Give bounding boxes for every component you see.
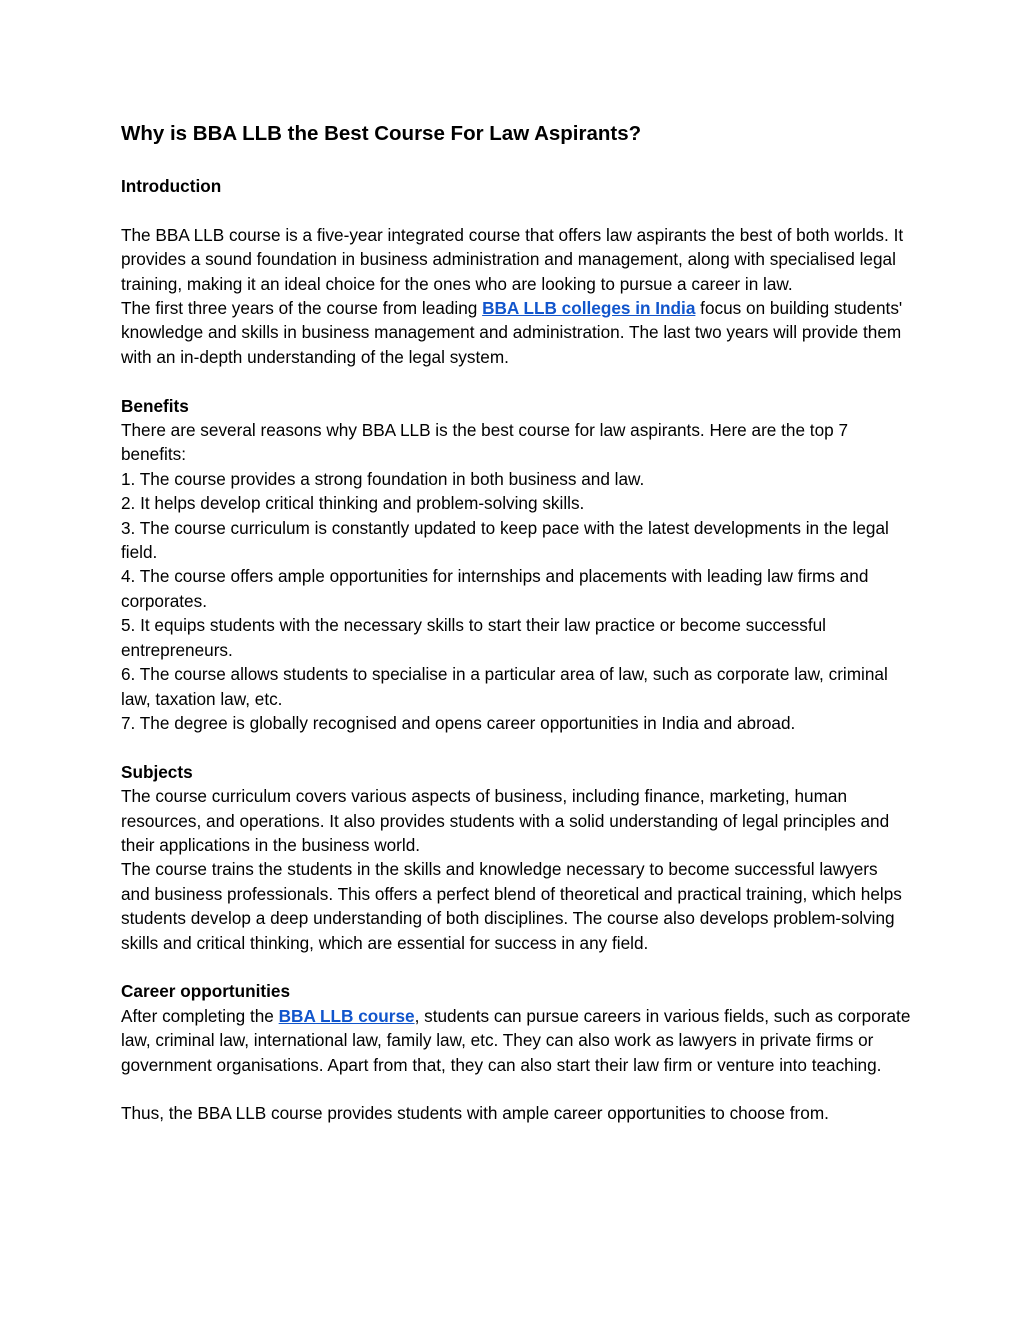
career-heading: Career opportunities [121, 981, 291, 1002]
benefit-item: 7. The degree is globally recognised and opens career opportunities in India and abroad. [121, 712, 796, 733]
conclusion-paragraph: Thus, the BBA LLB course provides students with ample career opportunities to choose from. [121, 1103, 829, 1124]
introduction-paragraph-1: The BBA LLB course is a five-year integrated course that offers law aspirants the best of both worlds. It provides a sound foundation in business administration and management, along with specialised legal training, making it an ideal choice for the ones who are looking to pursue a career in law. [121, 224, 904, 294]
benefit-item: 6. The course allows students to specialise in a particular area of law, such as corporate law, criminal law, taxation law, etc. [121, 664, 888, 709]
benefits-heading: Benefits [121, 395, 189, 416]
benefit-item: 5. It equips students with the necessary skills to start their law practice or become successful entrepreneurs. [121, 615, 826, 660]
benefit-item: 4. The course offers ample opportunities for internships and placements with leading law firms and corporates. [121, 566, 869, 611]
subjects-paragraph-2: The course trains the students in the skills and knowledge necessary to become successful lawyers and business professionals. This offers a perfect blend of theoretical and practical training, which helps students develop a deep understanding of both disciplines. The course also develops problem-solving skills and critical thinking, which are essential for success in any field. [121, 859, 902, 953]
bba-llb-course-link[interactable]: BBA LLB course [278, 1005, 415, 1026]
introduction-text-before-link: The first three years of the course from leading [121, 298, 483, 319]
introduction-heading: Introduction [121, 176, 222, 196]
document-body [121, 118, 911, 1126]
benefit-item: 1. The course provides a strong foundation in both business and law. [121, 468, 645, 489]
subjects-paragraph-1: The course curriculum covers various aspects of business, including finance, marketing, human resources, and operations. It also provides students with a solid understanding of legal principles and their applications in the business world. [121, 786, 890, 855]
benefits-list [121, 467, 911, 735]
bba-llb-colleges-link[interactable]: BBA LLB colleges in India [482, 298, 696, 319]
subjects-heading: Subjects [121, 761, 193, 782]
career-paragraph [121, 1004, 911, 1077]
introduction-paragraph-2 [121, 296, 911, 369]
benefits-intro: There are several reasons why BBA LLB is the best course for law aspirants. Here are the top 7 benefits: [121, 420, 849, 465]
page-title: Why is BBA LLB the Best Course For Law Aspirants? [121, 122, 642, 145]
career-text-before-link: After completing the [121, 1005, 279, 1026]
introduction-text-after-link: focus on building students' knowledge and skills in business management and administration. The last two years will provide them with an in-depth understanding of the legal system. [121, 298, 903, 367]
benefit-item: 3. The course curriculum is constantly updated to keep pace with the latest developments in the legal field. [121, 517, 889, 563]
benefit-item: 2. It helps develop critical thinking and problem-solving skills. [121, 493, 585, 514]
career-text-after-link: , students can pursue careers in various fields, such as corporate law, criminal law, international law, family law, etc. They can also work as lawyers in private firms or government organisations. Apart from that, they can also start their law firm or venture into teaching. [121, 1005, 911, 1075]
